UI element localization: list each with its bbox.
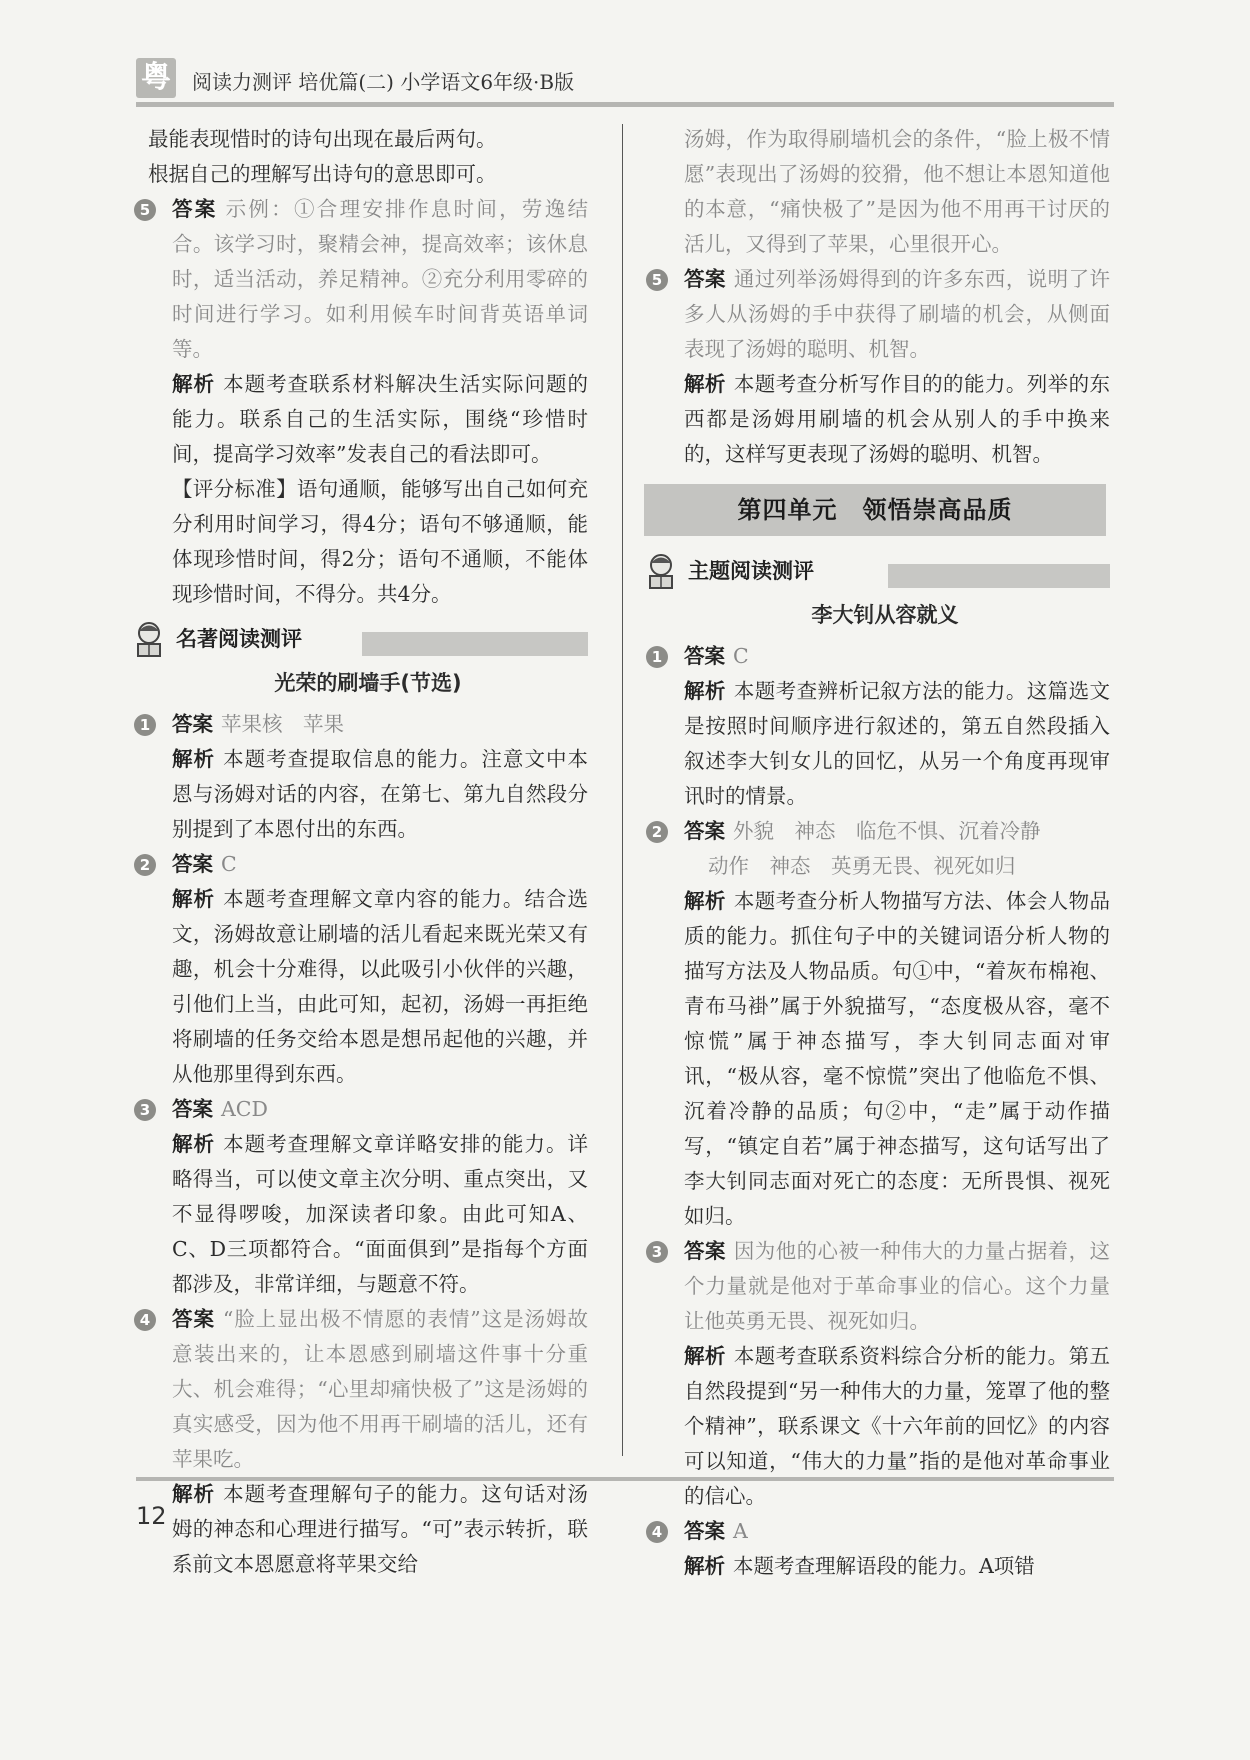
question-number: 5 [646,269,668,291]
analysis [148,882,588,1092]
answer-label: 答案 [684,1519,725,1543]
analysis [148,742,588,847]
answer-item [651,1514,1110,1549]
section-bar [362,632,588,656]
intro-line: 根据自己的理解写出诗句的意思即可。 [148,162,497,186]
analysis [148,367,588,472]
answer-item [651,262,1111,367]
answer-item [139,1302,588,1477]
header-rule [136,102,1114,107]
answer-text: C [733,644,749,668]
section-heading [660,550,1110,594]
answer-label: 答案 [684,1239,726,1263]
page-number: 12 [136,1502,167,1530]
analysis-label: 解析 [684,1344,726,1368]
answer-label: 答案 [172,197,218,221]
header-title: 阅读力测评 培优篇(二) 小学语文6年级·B版 [192,70,575,94]
question-number: 2 [646,821,668,843]
left-column [139,122,589,1582]
analysis [148,1477,588,1582]
analysis-label: 解析 [172,372,216,396]
analysis-label: 解析 [684,372,726,396]
analysis-label: 解析 [684,1554,725,1578]
answer-item [139,192,589,367]
answer-text: 外貌 神态 临危不惧、沉着冷静 [733,819,1041,843]
intro-line: 最能表现惜时的诗句出现在最后两句。 [148,127,497,151]
right-column [651,122,1111,1584]
answer-text: 示例：①合理安排作息时间，劳逸结合。该学习时，聚精会神，提高效率；该休息时，适当活动，养足精神。②充分利用零碎的时间进行学习。如利用候车时间背英语单词等。 [172,197,589,361]
answer-label: 答案 [684,644,725,668]
analysis-label: 解析 [172,887,216,911]
guangdong-logo: 粤 [136,58,176,98]
analysis [660,367,1110,472]
analysis-text: 本题考查分析人物描写方法、体会人物品质的能力。抓住句子中的关键词语分析人物的描写方法及人物品质。句①中，“着灰布棉袍、青布马褂”属于外貌描写，“态度极从容，毫不惊慌”属于神态描写，李大钊同志面对审讯，“极从容，毫不惊慌”突出了他临危不惧、沉着冷静的品质；句②中，“走”属于动作描写，“镇定自若”属于神态描写，这句话写出了李大钊同志面对死亡的态度：无所畏惧、视死如归。 [684,889,1111,1228]
footer-rule [136,1477,1114,1481]
analysis-text: 本题考查辨析记叙方法的能力。这篇选文是按照时间顺序进行叙述的，第五自然段插入叙述李大钊女儿的回忆，从另一个角度再现审讯时的情景。 [684,679,1111,808]
answer-text: 苹果核 苹果 [221,712,344,736]
question-number: 5 [134,199,156,221]
analysis [660,884,1110,1234]
question-number: 3 [646,1241,668,1263]
analysis [660,674,1110,814]
answer-label: 答案 [172,712,213,736]
student-reading-icon [644,552,678,590]
page-header [0,0,1250,110]
answer-text: C [221,852,237,876]
answer-text: A [733,1519,748,1543]
answer-label: 答案 [684,819,725,843]
question-number: 4 [646,1521,668,1543]
column-divider [622,124,623,1456]
question-number: 4 [134,1309,156,1331]
scoring-criteria: 【评分标准】语句通顺，能够写出自己如何充分利用时间学习，得4分；语句不够通顺，能体现珍惜时间，得2分；语句不通顺，不能体现珍惜时间，不得分。共4分。 [172,477,588,606]
answer-item [139,847,588,882]
answer-continuation: 汤姆，作为取得刷墙机会的条件，“脸上极不情愿”表现出了汤姆的狡猾，他不想让本恩知道他的本意，“痛快极了”是因为他不用再干讨厌的活儿，又得到了苹果，心里很开心。 [684,127,1110,256]
answer-label: 答案 [172,1307,215,1331]
answer-text-line2: 动作 神态 英勇无畏、视死如归 [708,854,1016,878]
section-bar [888,564,1110,588]
article-title: 光荣的刷墙手(节选) [274,671,462,695]
analysis-text: 本题考查提取信息的能力。注意文中本恩与汤姆对话的内容，在第七、第九自然段分别提到了本恩付出的东西。 [172,747,589,841]
answer-item [651,639,1110,674]
analysis-text: 本题考查理解语段的能力。A项错 [733,1554,1035,1578]
section-title: 名著阅读测评 [176,627,302,651]
analysis [660,1339,1110,1514]
question-number: 1 [134,714,156,736]
analysis-text: 本题考查分析写作目的的能力。列举的东西都是汤姆用刷墙的机会从别人的手中换来的，这样写更表现了汤姆的聪明、机智。 [684,372,1111,466]
section-title: 主题阅读测评 [688,559,814,583]
answer-text: ACD [221,1097,268,1121]
analysis [148,1127,588,1302]
analysis-text: 本题考查联系材料解决生活实际问题的能力。联系自己的生活实际，围绕“珍惜时间，提高学习效率”发表自己的看法即可。 [172,372,589,466]
analysis-text: 本题考查理解文章详略安排的能力。详略得当，可以使文章主次分明、重点突出，又不显得啰唆，加深读者印象。由此可知A、C、D三项都符合。“面面俱到”是指每个方面都涉及，非常详细，与题意不符。 [172,1132,589,1296]
answer-text: 通过列举汤姆得到的许多东西，说明了许多人从汤姆的手中获得了刷墙的机会，从侧面表现了汤姆的聪明、机智。 [684,267,1111,361]
question-number: 2 [134,854,156,876]
analysis-text: 本题考查理解句子的能力。这句话对汤姆的神态和心理进行描写。“可”表示转折，联系前文本恩愿意将苹果交给 [172,1482,589,1576]
question-number: 1 [646,646,668,668]
answer-item [651,814,1110,849]
analysis-label: 解析 [172,1482,216,1506]
analysis-text: 本题考查联系资料综合分析的能力。第五自然段提到“另一种伟大的力量，笼罩了他的整个精神”，联系课文《十六年前的回忆》的内容可以知道，“伟大的力量”指的是他对革命事业的信心。 [684,1344,1111,1508]
answer-label: 答案 [172,1097,213,1121]
analysis [660,1549,1110,1584]
article-title: 李大钊从容就义 [811,603,959,627]
question-number: 3 [134,1099,156,1121]
answer-item [139,707,588,742]
analysis-label: 解析 [684,889,726,913]
analysis-label: 解析 [172,747,216,771]
student-reading-icon [132,620,166,658]
section-heading [148,618,588,662]
answer-label: 答案 [172,852,213,876]
unit-banner: 第四单元 领悟崇高品质 [644,484,1106,536]
answer-item [139,1092,588,1127]
analysis-label: 解析 [684,679,726,703]
answer-label: 答案 [684,267,726,291]
analysis-label: 解析 [172,1132,216,1156]
analysis-text: 本题考查理解文章内容的能力。结合选文，汤姆故意让刷墙的活儿看起来既光荣又有趣，机会十分难得，以此吸引小伙伴的兴趣，引他们上当，由此可知，起初，汤姆一再拒绝将刷墙的任务交给本恩是想吊起他的兴趣，并从他那里得到东西。 [172,887,589,1086]
answer-item [651,1234,1111,1339]
answer-text: “脸上显出极不情愿的表情”这是汤姆故意装出来的，让本恩感到刷墙这件事十分重大、机会难得；“心里却痛快极了”这是汤姆的真实感受，因为他不用再干刷墙的活儿，还有苹果吃。 [172,1307,588,1471]
answer-text: 因为他的心被一种伟大的力量占据着，这个力量就是他对于革命事业的信心。这个力量让他英勇无畏、视死如归。 [684,1239,1111,1333]
